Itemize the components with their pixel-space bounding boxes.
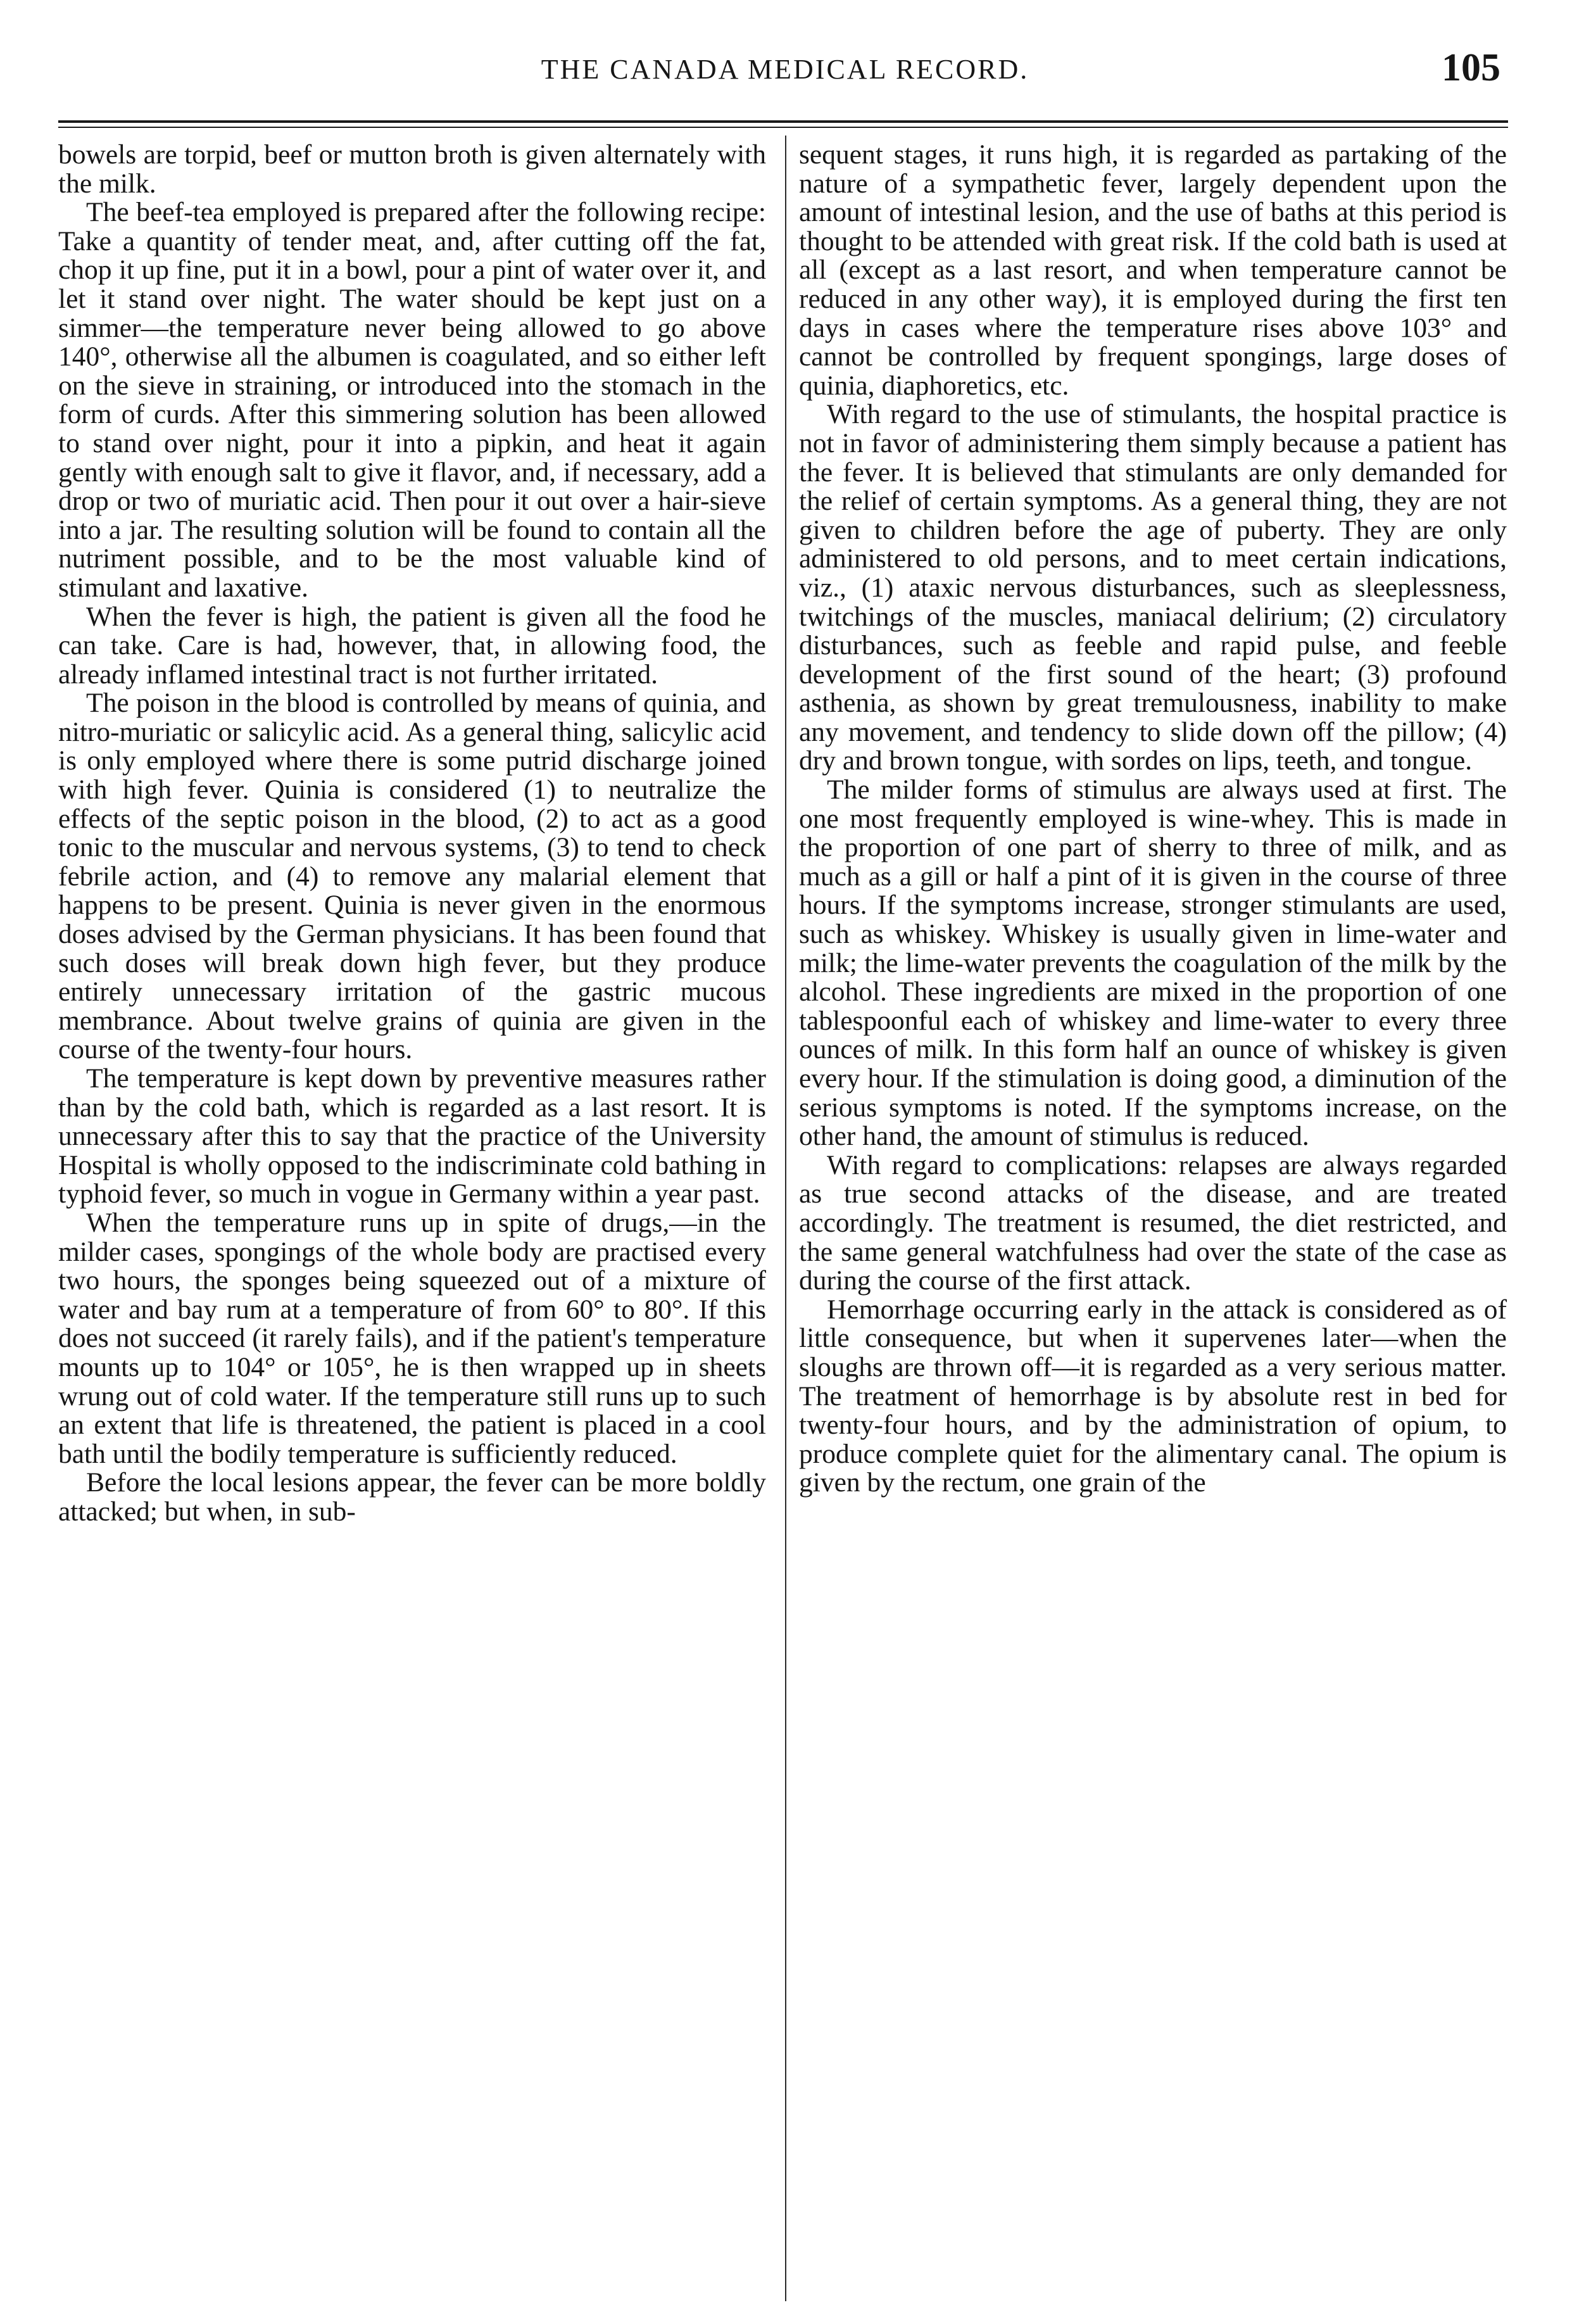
journal-title: THE CANADA MEDICAL RECORD. [541,54,1029,85]
running-head [51,46,1519,96]
paragraph: The beef-tea employed is prepared after the following recipe: Take a quantity of tender meat, and, after cutting off the fat, chop it up fine, put it in a bowl, pour a pint of water over it, and let it stand over night. The water should be kept just on a simmer—the temperature never being allowed to go above 140°, otherwise all the albumen is coagulated, and so either left on the sieve in straining, or introduced into the stomach in the form of curds. After this simmering solution has been allowed to stand over night, pour it into a pipkin, and heat it again gently with enough salt to give it flavor, and, if necessary, add a drop or two of muriatic acid. Then pour it out over a hair-sieve into a jar. The resulting solution will be found to contain all the nutriment possible, and to be the most valuable kind of stimulant and laxative. [58,197,766,603]
paragraph: Before the local lesions appear, the fever can be more boldly attacked; but when, in sub- [58,1467,766,1527]
column-divider [785,136,786,2301]
paragraph: Hemorrhage occurring early in the attack is considered as of little consequence, but when it supervenes later—when the sloughs are thrown off—it is regarded as a very serious matter. The treatment of hemorrhage is by absolute rest in bed for twenty-four hours, and by the administration of opium, to produce complete quiet for the alimentary canal. The opium is given by the rectum, one grain of the [799,1294,1507,1498]
page-number: 105 [1442,46,1500,89]
paragraph: With regard to complications: relapses are always regarded as true second attacks of the disease, and are treated accordingly. The treatment is resumed, the diet restricted, and the same general watchfulness had over the state of the case as during the course of the first attack. [799,1149,1507,1296]
paragraph: sequent stages, it runs high, it is regarded as partaking of the nature of a sympathetic fever, largely dependent upon the amount of intestinal lesion, and the use of baths at this period is thought to be attended with great risk. If the cold bath is used at all (except as a last resort, and when temperature cannot be reduced in any other way), it is employed during the first ten days in cases where the temperature rises above 103° and cannot be controlled by frequent spongings, large doses of quinia, diaphoretics, etc. [799,139,1507,401]
left-column [58,141,766,2306]
header-rule-thick [58,120,1508,123]
paragraph: When the fever is high, the patient is given all the food he can take. Care is had, however, that, in allowing food, the already inflamed intestinal tract is not further irritated. [58,601,766,690]
paragraph: bowels are torpid, beef or mutton broth is given alternately with the milk. [58,139,766,199]
paragraph: With regard to the use of stimulants, the hospital practice is not in favor of administering them simply because a patient has the fever. It is believed that stimulants are only demanded for the relief of certain symptoms. As a general thing, they are not given to children before the age of puberty. They are only administered to old persons, and to meet certain indications, viz., (1) ataxic nervous disturbances, such as sleeplessness, twitchings of the muscles, maniacal delirium; (2) circulatory disturbances, such as feeble and rapid pulse, and feeble development of the first sound of the heart; (3) profound asthenia, as shown by great tremulousness, inability to make any movement, and tendency to slide down off the pillow; (4) dry and brown tongue, with sordes on lips, teeth, and tongue. [799,399,1507,776]
right-column [799,141,1507,2306]
paragraph: The poison in the blood is controlled by means of quinia, and nitro-muriatic or salicylic acid. As a general thing, salicylic acid is only employed where there is some putrid discharge joined with high fever. Quinia is considered (1) to neutralize the effects of the septic poison in the blood, (2) to act as a good tonic to the muscular and nervous systems, (3) to tend to check febrile action, and (4) to remove any malarial element that happens to be present. Quinia is never given in the enormous doses advised by the German physicians. It has been found that such doses will break down high fever, but they produce entirely unnecessary irritation of the gastric mucous membrance. About twelve grains of quinia are given in the course of the twenty-four hours. [58,688,766,1065]
header-rule-thin [58,127,1508,128]
paragraph: When the temperature runs up in spite of drugs,—in the milder cases, spongings of the whole body are practised every two hours, the sponges being squeezed out of a mixture of water and bay rum at a temperature of from 60° to 80°. If this does not succeed (it rarely fails), and if the patient's temperature mounts up to 104° or 105°, he is then wrapped up in sheets wrung out of cold water. If the temperature still runs up to such an extent that life is threatened, the patient is placed in a cool bath until the bodily temperature is sufficiently reduced. [58,1207,766,1469]
paragraph: The milder forms of stimulus are always used at first. The one most frequently employed is wine-whey. This is made in the proportion of one part of sherry to three of milk, and as much as a gill or half a pint of it is given in the course of three hours. If the symptoms increase, stronger stimulants are used, such as whiskey. Whiskey is usually given in lime-water and milk; the lime-water prevents the coagulation of the milk by the alcohol. These ingredients are mixed in the proportion of one tablespoonful each of whiskey and lime-water to every three ounces of milk. In this form half an ounce of whiskey is given every hour. If the stimulation is doing good, a diminution of the serious symptoms is noted. If the symptoms increase, on the other hand, the amount of stimulus is reduced. [799,774,1507,1152]
paragraph: The temperature is kept down by preventive measures rather than by the cold bath, which is regarded as a last resort. It is unnecessary after this to say that the practice of the University Hospital is wholly opposed to the indiscriminate cold bathing in typhoid fever, so much in vogue in Germany within a year past. [58,1063,766,1209]
